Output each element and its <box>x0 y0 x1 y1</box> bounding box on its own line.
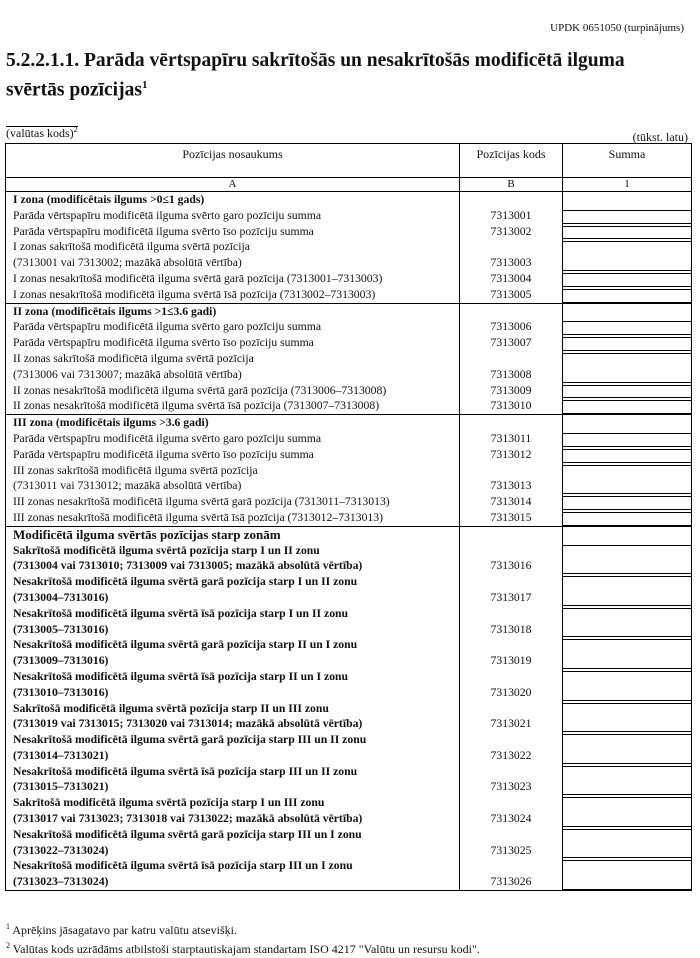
sum-cell[interactable] <box>563 335 692 351</box>
table-row <box>6 795 692 827</box>
footnote <box>6 938 480 957</box>
table-row <box>6 383 692 399</box>
zone-header-label: I zona (modificētais ilgums >0≤1 gads) <box>6 192 460 208</box>
sum-cell-empty <box>563 192 692 208</box>
sum-input-box[interactable] <box>563 545 691 575</box>
sum-cell[interactable] <box>563 224 692 240</box>
sum-input-box[interactable] <box>563 496 691 510</box>
sum-input-box[interactable] <box>563 465 691 495</box>
position-code: 7313009 <box>460 383 563 399</box>
position-name-line: Sakrītošā modificētā ilguma svērtā pozīcija starp II un III zonu <box>13 701 329 715</box>
title-text: 5.2.2.1.1. Parāda vērtspapīru sakrītošās un nesakrītošās modificētā ilguma svērtās pozīcijas <box>6 50 625 101</box>
sum-input-box[interactable] <box>563 576 691 606</box>
sum-input-box[interactable] <box>563 226 691 240</box>
position-name-line: Parāda vērtspapīru modificētā ilguma svērto garo pozīciju summa <box>13 208 322 222</box>
currency-text: (valūtas kods) <box>6 126 74 140</box>
footnote-number: 2 <box>6 941 10 950</box>
position-name-line: Sakrītošā modificētā ilguma svērtā pozīcija starp I un II zonu <box>13 543 320 557</box>
table-row <box>6 447 692 463</box>
position-name <box>6 827 460 859</box>
position-name-line: II zonas nesakrītošā modificētā ilguma svērtā garā pozīcija (7313006–7313008) <box>13 383 387 397</box>
sum-cell[interactable] <box>563 637 692 669</box>
sum-input-box[interactable] <box>563 671 691 701</box>
currency-code-label <box>6 125 78 141</box>
position-name <box>6 431 460 447</box>
position-code: 7313020 <box>460 669 563 701</box>
position-code: 7313019 <box>460 637 563 669</box>
table-row <box>6 764 692 796</box>
position-code: 7313011 <box>460 431 563 447</box>
sum-cell[interactable] <box>563 669 692 701</box>
position-name-line: (7313006 vai 7313007; mazākā absolūtā vērtība) <box>13 367 242 381</box>
table-row <box>6 224 692 240</box>
position-name-line: III zonas nesakrītošā modificētā ilguma svērtā īsā pozīcija (7313012–7313013) <box>13 510 383 524</box>
zone-header <box>6 192 692 208</box>
position-name <box>6 335 460 351</box>
position-name-line: Nesakrītošā modificētā ilguma svērtā garā pozīcija starp I un II zonu <box>13 575 358 589</box>
column-header-code: Pozīcijas kods <box>460 144 563 178</box>
position-name-line: Parāda vērtspapīru modificētā ilguma svērto īso pozīciju summa <box>13 336 314 350</box>
table-row <box>6 398 692 414</box>
form-code: UPDK 0651050 (turpinājums) <box>550 22 684 34</box>
code-cell-empty <box>460 415 563 431</box>
between-zones-header <box>6 526 692 542</box>
table-row <box>6 701 692 733</box>
sum-input-box[interactable] <box>563 797 691 827</box>
position-name-line: (7313009–7313016) <box>13 654 109 668</box>
table-row <box>6 669 692 701</box>
position-name-line: III zonas sakrītošā modificētā ilguma svērtā pozīcija <box>13 463 258 477</box>
sum-cell[interactable] <box>563 494 692 510</box>
footnote <box>6 919 480 938</box>
sum-input-box[interactable] <box>563 703 691 733</box>
position-name <box>6 447 460 463</box>
column-letter-b: B <box>460 178 563 192</box>
table-row <box>6 351 692 383</box>
position-code: 7313018 <box>460 606 563 638</box>
position-name <box>6 383 460 399</box>
position-name-line: Parāda vērtspapīru modificētā ilguma svērto garo pozīciju summa <box>13 431 322 445</box>
sum-cell[interactable] <box>563 351 692 383</box>
sum-cell[interactable] <box>563 606 692 638</box>
position-name <box>6 494 460 510</box>
position-name-line: Nesakrītošā modificētā ilguma svērtā īsā pozīcija starp I un II zonu <box>13 606 349 620</box>
sum-cell[interactable] <box>563 447 692 463</box>
position-code: 7313014 <box>460 494 563 510</box>
footnote-text: Aprēķins jāsagatavo par katru valūtu atsevišķi. <box>12 923 237 937</box>
position-name-line: Parāda vērtspapīru modificētā ilguma svērto īso pozīciju summa <box>13 447 314 461</box>
sum-input-box[interactable] <box>563 289 691 303</box>
position-code: 7313010 <box>460 398 563 414</box>
table-row <box>6 431 692 447</box>
position-name <box>6 224 460 240</box>
position-name-line: (7313011 vai 7313012; mazākā absolūtā vērtība) <box>13 479 242 493</box>
sum-cell[interactable] <box>563 795 692 827</box>
sum-cell[interactable] <box>563 510 692 526</box>
position-name-line: I zonas sakrītošā modificētā ilguma svērtā pozīcija <box>13 240 250 254</box>
position-code: 7313012 <box>460 447 563 463</box>
sum-input-box[interactable] <box>563 337 691 351</box>
position-name-line: (7313014–7313021) <box>13 748 109 762</box>
sum-input-box[interactable] <box>563 400 691 414</box>
position-code: 7313008 <box>460 351 563 383</box>
position-name-line: (7313015–7313021) <box>13 780 109 794</box>
sum-input-box[interactable] <box>563 433 691 447</box>
footnote-number: 1 <box>6 922 10 931</box>
sum-cell[interactable] <box>563 574 692 606</box>
sum-cell[interactable] <box>563 764 692 796</box>
position-name-line: (7313004 vai 7313010; 7313009 vai 7313005; mazākā absolūtā vērtība) <box>13 559 363 573</box>
sum-input-box[interactable] <box>563 766 691 796</box>
position-name-line: (7313005–7313016) <box>13 622 109 636</box>
position-name-line: Parāda vērtspapīru modificētā ilguma svērto garo pozīciju summa <box>13 320 322 334</box>
position-name-line: (7313022–7313024) <box>13 843 109 857</box>
column-letter-a: A <box>6 178 460 192</box>
table-body <box>6 192 692 891</box>
sum-input-box[interactable] <box>563 639 691 669</box>
sum-cell[interactable] <box>563 463 692 495</box>
sum-input-box[interactable] <box>563 385 691 399</box>
position-name-line: Parāda vērtspapīru modificētā ilguma svērto īso pozīciju summa <box>13 224 314 238</box>
position-code: 7313024 <box>460 795 563 827</box>
table-row <box>6 606 692 638</box>
code-cell-empty <box>460 192 563 208</box>
zone-header <box>6 415 692 431</box>
column-header-name: Pozīcijas nosaukums <box>6 144 460 178</box>
units-label: (tūkst. latu) <box>632 130 688 144</box>
footnotes <box>6 919 480 957</box>
position-code: 7313026 <box>460 858 563 890</box>
sum-cell[interactable] <box>563 732 692 764</box>
sum-input-box[interactable] <box>563 512 691 526</box>
position-name <box>6 669 460 701</box>
position-name <box>6 398 460 414</box>
sum-cell[interactable] <box>563 543 692 575</box>
table-row <box>6 637 692 669</box>
positions-table <box>5 143 692 891</box>
position-name-line: Nesakrītošā modificētā ilguma svērtā garā pozīcija starp III un I zonu <box>13 827 362 841</box>
sum-cell[interactable] <box>563 858 692 890</box>
title-footnote-ref: 1 <box>141 79 148 91</box>
table-row <box>6 827 692 859</box>
position-name-line: Nesakrītošā modificētā ilguma svērtā garā pozīcija starp III un II zonu <box>13 733 367 747</box>
position-name-line: Nesakrītošā modificētā ilguma svērtā īsā pozīcija starp II un I zonu <box>13 669 349 683</box>
position-name-line: III zonas nesakrītošā modificētā ilguma svērtā garā pozīcija (7313011–7313013) <box>13 495 390 509</box>
position-name-line: Nesakrītošā modificētā ilguma svērtā garā pozīcija starp II un I zonu <box>13 638 358 652</box>
table-row <box>6 463 692 495</box>
code-cell-empty <box>460 303 563 319</box>
table-row <box>6 208 692 224</box>
column-number-1: 1 <box>563 178 692 192</box>
position-name-line: Sakrītošā modificētā ilguma svērtā pozīcija starp I un III zonu <box>13 796 325 810</box>
position-name-line: (7313010–7313016) <box>13 685 109 699</box>
zone-header-label: II zona (modificētais ilgums >1≤3.6 gadi) <box>6 303 460 319</box>
table-row <box>6 335 692 351</box>
table-row <box>6 271 692 287</box>
sum-input-box[interactable] <box>563 829 691 859</box>
sum-cell-empty <box>563 303 692 319</box>
sum-cell[interactable] <box>563 431 692 447</box>
position-code: 7313025 <box>460 827 563 859</box>
sum-input-box[interactable] <box>563 241 691 271</box>
position-name-line: (7313004–7313016) <box>13 590 109 604</box>
position-name <box>6 510 460 526</box>
position-code: 7313022 <box>460 732 563 764</box>
position-code: 7313015 <box>460 510 563 526</box>
sum-input-box[interactable] <box>563 860 691 890</box>
table-row <box>6 239 692 271</box>
position-name-line: (7313023–7313024) <box>13 875 109 889</box>
currency-footnote-ref: 2 <box>73 125 78 134</box>
position-name-line: (7313019 vai 7313015; 7313020 vai 7313014; mazākā absolūtā vērtība) <box>13 717 363 731</box>
position-name <box>6 239 460 271</box>
position-code: 7313001 <box>460 208 563 224</box>
position-name <box>6 351 460 383</box>
position-name-line: (7313001 vai 7313002; mazākā absolūtā vērtība) <box>13 256 242 270</box>
sum-cell[interactable] <box>563 239 692 271</box>
position-name <box>6 701 460 733</box>
sum-cell[interactable] <box>563 383 692 399</box>
table-row <box>6 510 692 526</box>
position-name-line: (7313017 vai 7313023; 7313018 vai 7313022; mazākā absolūtā vērtība) <box>13 812 363 826</box>
zone-header <box>6 303 692 319</box>
position-name <box>6 319 460 335</box>
sum-cell[interactable] <box>563 827 692 859</box>
sum-cell[interactable] <box>563 701 692 733</box>
position-name <box>6 287 460 303</box>
position-name-line: I zonas nesakrītošā modificētā ilguma svērtā īsā pozīcija (7313002–7313003) <box>13 287 376 301</box>
position-name <box>6 764 460 796</box>
sum-cell[interactable] <box>563 287 692 303</box>
position-name-line: Nesakrītošā modificētā ilguma svērtā īsā pozīcija starp III un II zonu <box>13 764 358 778</box>
zone-header-label: III zona (modificētais ilgums >3.6 gadi) <box>6 415 460 431</box>
position-name-line: II zonas sakrītošā modificētā ilguma svērtā pozīcija <box>13 351 254 365</box>
table-row <box>6 543 692 575</box>
code-cell-empty <box>460 526 563 542</box>
sum-cell[interactable] <box>563 208 692 224</box>
position-code: 7313004 <box>460 271 563 287</box>
position-code: 7313002 <box>460 224 563 240</box>
position-name <box>6 732 460 764</box>
position-name <box>6 795 460 827</box>
position-code: 7313005 <box>460 287 563 303</box>
sum-input-box[interactable] <box>563 210 691 224</box>
position-code: 7313003 <box>460 239 563 271</box>
table-row <box>6 287 692 303</box>
position-name-line: Nesakrītošā modificētā ilguma svērtā īsā pozīcija starp III un I zonu <box>13 859 353 873</box>
footnote-text: Valūtas kods uzrādāms atbilstoši starptautiskajam standartam ISO 4217 "Valūtu un resursu kodi". <box>12 942 480 956</box>
sum-cell[interactable] <box>563 319 692 335</box>
position-name <box>6 208 460 224</box>
position-name-line: II zonas nesakrītošā modificētā ilguma svērtā īsā pozīcija (7313007–7313008) <box>13 399 380 413</box>
sum-input-box[interactable] <box>563 321 691 335</box>
table-row <box>6 858 692 890</box>
sum-cell[interactable] <box>563 271 692 287</box>
sum-input-box[interactable] <box>563 449 691 463</box>
table-row <box>6 574 692 606</box>
position-code: 7313023 <box>460 764 563 796</box>
position-code: 7313007 <box>460 335 563 351</box>
page-title <box>6 48 686 103</box>
position-name <box>6 574 460 606</box>
position-name <box>6 637 460 669</box>
position-name <box>6 543 460 575</box>
sum-input-box[interactable] <box>563 353 691 383</box>
sum-input-box[interactable] <box>563 273 691 287</box>
position-code: 7313021 <box>460 701 563 733</box>
position-name <box>6 463 460 495</box>
position-name <box>6 606 460 638</box>
sum-cell[interactable] <box>563 398 692 414</box>
position-code: 7313013 <box>460 463 563 495</box>
position-code: 7313006 <box>460 319 563 335</box>
sum-input-box[interactable] <box>563 734 691 764</box>
sum-cell-empty <box>563 526 692 542</box>
position-name-line: I zonas nesakrītošā modificētā ilguma svērtā garā pozīcija (7313001–7313003) <box>13 271 383 285</box>
table-row <box>6 319 692 335</box>
table-row <box>6 732 692 764</box>
column-header-sum: Summa <box>563 144 692 178</box>
between-zones-header-label: Modificētā ilguma svērtās pozīcijas starp zonām <box>6 526 460 542</box>
position-code: 7313016 <box>460 543 563 575</box>
position-name <box>6 858 460 890</box>
table-row <box>6 494 692 510</box>
sum-input-box[interactable] <box>563 608 691 638</box>
sum-cell-empty <box>563 415 692 431</box>
position-name <box>6 271 460 287</box>
position-code: 7313017 <box>460 574 563 606</box>
